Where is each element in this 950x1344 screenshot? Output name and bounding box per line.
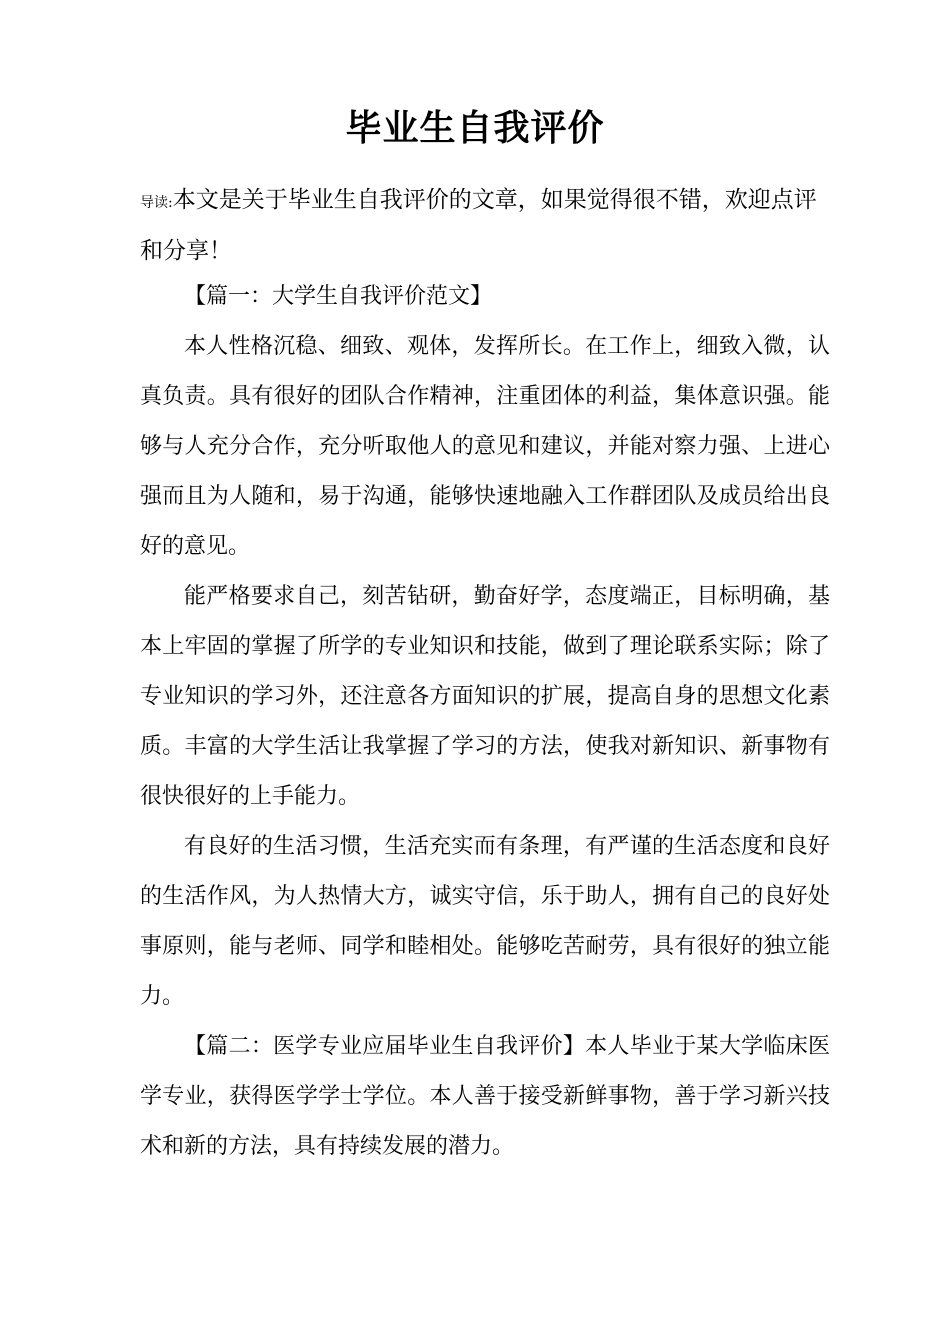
section-heading-1: 【篇一：大学生自我评价范文】 — [184, 284, 493, 309]
body-paragraph-2: 能严格要求自己，刻苦钻研，勤奋好学，态度端正，目标明确，基本上牢固的掌握了所学的专业知识和技能，做到了理论联系实际；除了专业知识的学习外，还注意各方面知识的扩展，提高自身的思想文化素质。丰富的大学生活让我掌握了学习的方法，使我对新知识、新事物有很快很好的上手能力。 — [140, 584, 830, 809]
document-title: 毕业生自我评价 — [345, 108, 605, 149]
document-body — [140, 272, 830, 1172]
intro-block — [140, 176, 830, 275]
intro-text: 本文是关于毕业生自我评价的文章，如果觉得很不错，欢迎点评和分享！ — [140, 187, 817, 264]
body-paragraph-3: 有良好的生活习惯，生活充实而有条理，有严谨的生活态度和良好的生活作风，为人热情大方，诚实守信，乐于助人，拥有自己的良好处事原则，能与老师、同学和睦相处。能够吃苦耐劳，具有很好的独立能力。 — [140, 834, 830, 1009]
intro-label: 导读: — [140, 195, 173, 211]
body-paragraph-4: 【篇二：医学专业应届毕业生自我评价】本人毕业于某大学临床医学专业，获得医学学士学位。本人善于接受新鲜事物，善于学习新兴技术和新的方法，具有持续发展的潜力。 — [140, 1034, 830, 1159]
body-paragraph-1: 本人性格沉稳、细致、观体，发挥所长。在工作上，细致入微，认真负责。具有很好的团队合作精神，注重团体的利益，集体意识强。能够与人充分合作，充分听取他人的意见和建议，并能对察力强、上进心强而且为人随和，易于沟通，能够快速地融入工作群团队及成员给出良好的意见。 — [140, 334, 830, 559]
